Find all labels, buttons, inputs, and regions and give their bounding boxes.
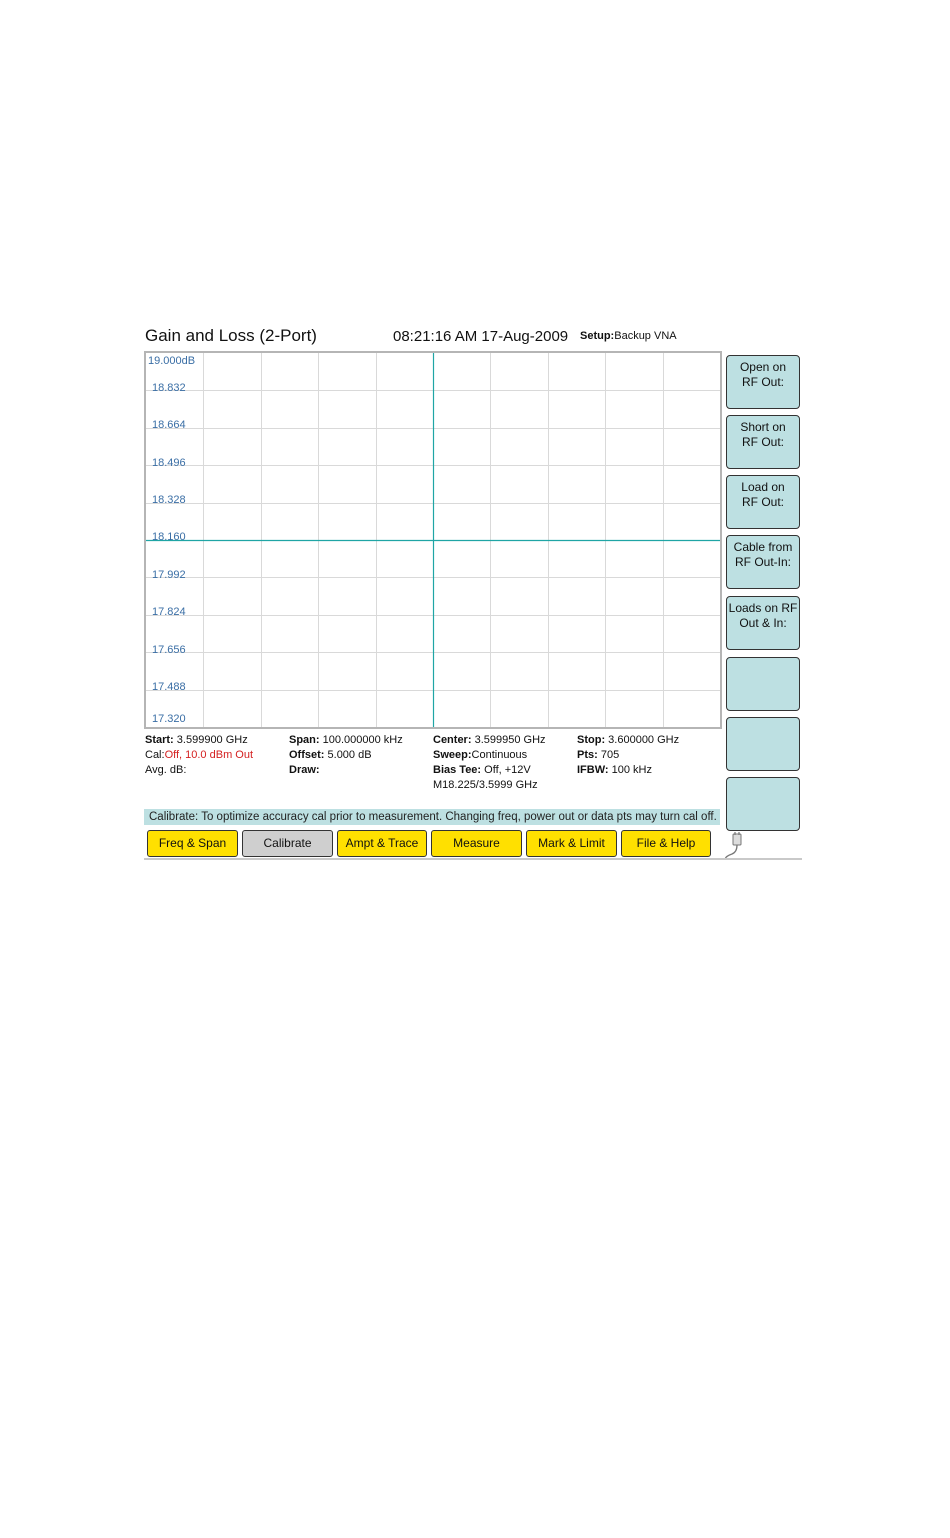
y-axis-tick-label: 18.160 — [152, 531, 186, 543]
y-axis-tick-label: 17.656 — [152, 644, 186, 656]
tab-file-help[interactable]: File & Help — [621, 830, 711, 857]
tab-ampt-trace[interactable]: Ampt & Trace — [337, 830, 427, 857]
pts-key: Pts: — [577, 749, 598, 761]
draw-key: Draw: — [289, 764, 320, 776]
y-axis-tick-label: 17.320 — [152, 713, 186, 725]
ifbw-key: IFBW: — [577, 764, 609, 776]
span-value: 100.000000 kHz — [322, 734, 403, 746]
ifbw-value: 100 kHz — [611, 764, 652, 776]
softkey-label: RF Out: — [741, 435, 784, 449]
softkey-short-on-rf-out[interactable] — [726, 415, 800, 469]
date-time: 08:21:16 AM 17-Aug-2009 — [393, 328, 569, 345]
y-axis-tick-label: 17.488 — [152, 681, 186, 693]
tab-measure[interactable]: Measure — [431, 830, 522, 857]
measurement-graph[interactable] — [144, 351, 722, 729]
bias-value: Off, +12V — [484, 764, 531, 776]
softkey-label: Load on — [741, 480, 785, 494]
bottom-divider — [144, 858, 802, 860]
softkey-label: RF Out: — [741, 375, 784, 389]
stop-key: Stop: — [577, 734, 606, 746]
softkey-label: Loads on RF — [728, 601, 798, 615]
stop-value: 3.600000 GHz — [608, 734, 680, 746]
softkey-load-on-rf-out[interactable] — [726, 475, 800, 529]
start-key: Start: — [145, 734, 174, 746]
tab-freq-span[interactable]: Freq & Span — [147, 830, 238, 857]
y-axis-tick-label: 17.992 — [152, 569, 186, 581]
y-axis-tick-label: 18.664 — [152, 419, 186, 431]
softkey-open-on-rf-out[interactable] — [726, 355, 800, 409]
softkey-label: Cable from — [733, 540, 793, 554]
bias-key: Bias Tee: — [433, 764, 482, 776]
power-plug-icon — [723, 832, 749, 867]
status-message: Calibrate: To optimize accuracy cal prior to measurement. Changing freq, power out or data pts may turn cal off. — [144, 809, 720, 825]
info-col-4 — [577, 733, 679, 778]
center-key: Center: — [433, 734, 472, 746]
tab-mark-limit[interactable]: Mark & Limit — [526, 830, 617, 857]
setup-label: Setup: — [580, 330, 615, 342]
softkey-empty-1[interactable] — [726, 657, 800, 711]
softkey-label: Short on — [740, 420, 786, 434]
y-axis-tick-label: 18.328 — [152, 494, 186, 506]
avg-key: Avg. dB: — [145, 764, 187, 776]
tab-calibrate[interactable]: Calibrate — [242, 830, 333, 857]
start-value: 3.599900 GHz — [176, 734, 248, 746]
offset-key: Offset: — [289, 749, 325, 761]
graph-grid — [146, 353, 720, 727]
softkey-empty-3[interactable] — [726, 777, 800, 831]
y-axis-tick-label: 18.832 — [152, 382, 186, 394]
measurement-title: Gain and Loss (2-Port) — [145, 326, 317, 345]
y-axis-tick-label: 18.496 — [152, 457, 186, 469]
span-key: Span: — [289, 734, 320, 746]
center-value: 3.599950 GHz — [474, 734, 546, 746]
setup-info — [580, 330, 677, 342]
cal-key: Cal: — [145, 749, 165, 761]
setup-value: Backup VNA — [614, 330, 677, 342]
softkey-label: RF Out-In: — [734, 555, 791, 569]
y-axis-tick-label: 19.000dB — [148, 355, 196, 367]
y-axis-tick-label: 17.824 — [152, 606, 186, 618]
marker-readout: M18.225/3.5999 GHz — [433, 779, 538, 791]
softkey-loads-on-rf-out-in[interactable] — [726, 596, 800, 650]
softkey-label: Open on — [739, 360, 787, 374]
softkey-empty-2[interactable] — [726, 717, 800, 771]
sweep-value: Continuous — [471, 749, 528, 761]
cal-value: Off, 10.0 dBm Out — [164, 749, 254, 761]
info-col-3 — [433, 733, 546, 793]
info-col-2 — [289, 733, 403, 778]
softkey-label: RF Out: — [741, 495, 784, 509]
softkey-cable-from-rf-out-in[interactable] — [726, 535, 800, 589]
info-col-1 — [145, 733, 253, 778]
offset-value: 5.000 dB — [327, 749, 372, 761]
softkey-label: Out & In: — [739, 616, 787, 630]
sweep-key: Sweep: — [433, 749, 472, 761]
pts-value: 705 — [600, 749, 620, 761]
